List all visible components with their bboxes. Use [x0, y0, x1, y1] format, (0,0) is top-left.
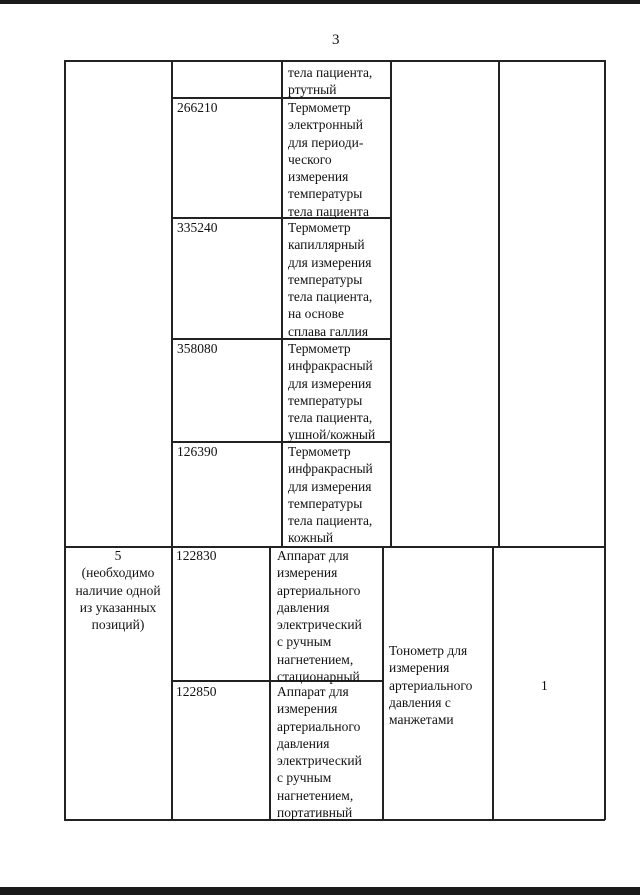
name-cell: тела пациента, ртутный — [288, 65, 373, 98]
code-cell: 335240 — [177, 220, 218, 235]
table-border-left — [64, 60, 66, 820]
column-divider-qty-bottom — [492, 546, 494, 820]
name-cell: Аппарат для измерения артериального давления электрический с ручным нагнетением, стационарный — [277, 548, 362, 685]
column-divider-equipment-bottom — [382, 546, 384, 820]
group-number-cell: 5 (необходимо наличие одной из указанных позиций) — [75, 548, 161, 633]
column-divider-name-bottom — [269, 546, 271, 820]
scan-border-top — [0, 0, 640, 4]
code-cell: 126390 — [177, 444, 218, 459]
name-cell: Термометр капиллярный для измерения температуры тела пациента, на основе сплава галлия — [288, 220, 373, 339]
name-cell: Аппарат для измерения артериального давления электрический с ручным нагнетением, портативный — [277, 684, 362, 821]
page-number: 3 — [332, 32, 340, 48]
scan-border-bottom — [0, 887, 640, 895]
name-cell: Термометр инфракрасный для измерения температуры тела пациента, ушной/кожный — [288, 341, 376, 443]
code-cell: 122830 — [176, 548, 217, 563]
equipment-cell: Тонометр для измерения артериального давления с манжетами — [389, 643, 473, 728]
column-divider-qty-top — [498, 60, 500, 546]
table-border-right — [604, 60, 606, 820]
column-divider-equipment-top — [390, 60, 392, 546]
code-cell: 122850 — [176, 684, 217, 699]
table-border-top — [64, 60, 605, 62]
code-cell: 358080 — [177, 341, 218, 356]
column-divider-code — [171, 60, 173, 820]
name-cell: Термометр электронный для периоди- ческого измерения температуры тела пациента — [288, 100, 369, 219]
quantity-cell: 1 — [541, 678, 548, 693]
column-divider-name-top — [281, 60, 283, 546]
code-cell: 266210 — [177, 100, 218, 115]
name-cell: Термометр инфракрасный для измерения температуры тела пациента, кожный — [288, 444, 373, 546]
